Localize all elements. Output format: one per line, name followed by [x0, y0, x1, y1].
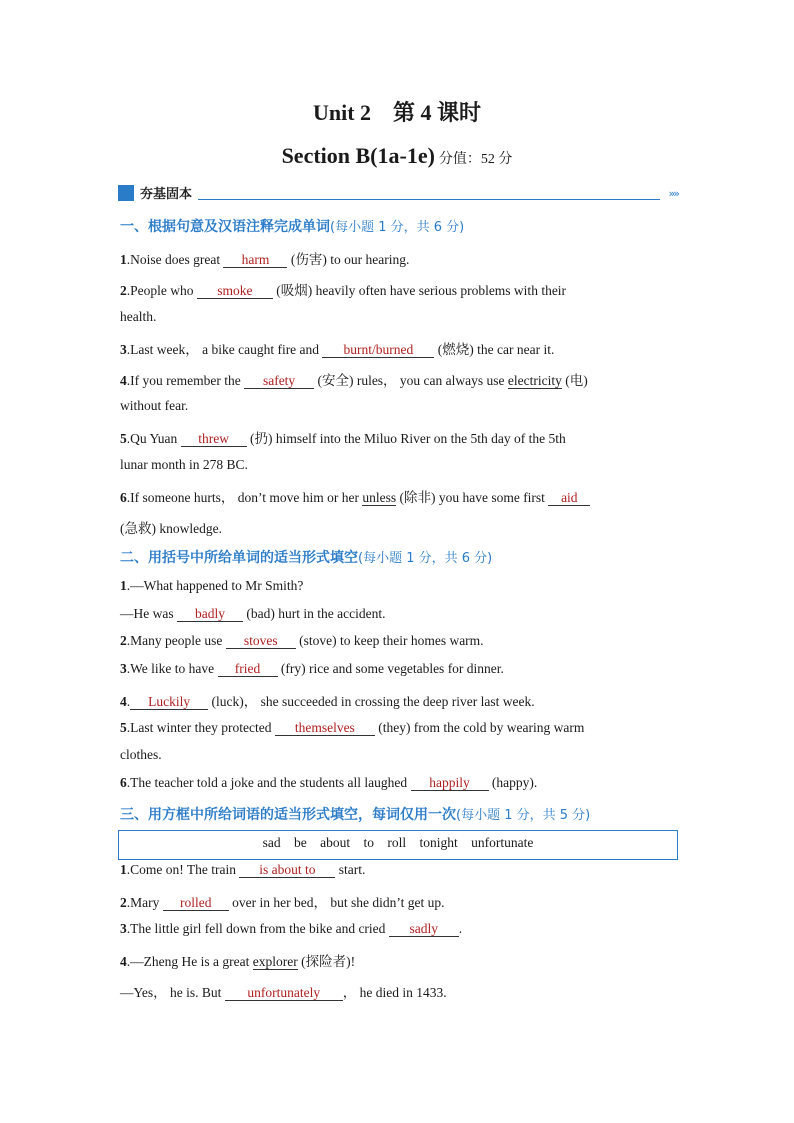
answer-blank: rolled [163, 895, 229, 911]
s3-question-2 [120, 891, 444, 911]
s1-question-1 [120, 248, 409, 268]
s3-question-1 [120, 862, 365, 878]
section-subtitle [0, 143, 794, 169]
question-text: .Many people use [126, 633, 226, 648]
underlined-word: electricity [507, 373, 562, 388]
question-text: (they) from the cold by wearing warm [374, 720, 585, 735]
answer-blank: unfortunately [225, 985, 343, 1001]
question-number: 3 [120, 921, 127, 936]
banner-label: 夯基固本 [140, 187, 193, 202]
question-text: —He was [120, 606, 177, 621]
question-text: (luck)， she succeeded in crossing the deep river last week. [208, 694, 535, 709]
question-number: 3 [120, 342, 127, 357]
question-text: .Come on! The train [126, 862, 240, 877]
answer-blank: Luckily [130, 694, 208, 710]
question-text: (fry) rice and some vegetables for dinner. [277, 661, 504, 676]
question-text: .—What happened to Mr Smith? [126, 578, 304, 593]
jigsaw-icon [118, 185, 134, 201]
s1-question-5-cont: lunar month in 278 BC. [120, 457, 248, 472]
question-text: . [126, 694, 131, 709]
s2-question-1-answer [120, 606, 385, 622]
question-text: .Mary [126, 895, 163, 910]
question-text: .People who [126, 283, 197, 298]
answer-blank: threw [181, 431, 247, 447]
s1-question-3 [120, 338, 554, 358]
question-text: (燃烧) the car near it. [434, 342, 555, 357]
s1-question-4 [120, 369, 588, 389]
s2-question-2 [120, 633, 484, 649]
question-text: (伤害) to our hearing. [287, 252, 410, 267]
s1-question-4-cont: without fear. [120, 398, 189, 413]
question-text: .The teacher told a joke and the students all laughed [126, 775, 411, 790]
question-text: ， he died in 1433. [342, 985, 447, 1000]
question-number: 4 [120, 373, 127, 388]
s2-question-6 [120, 775, 537, 791]
question-number: 2 [120, 633, 127, 648]
section1-note: (每小题 1 分，共 6 分) [330, 220, 465, 235]
s1-question-5 [120, 427, 566, 447]
question-number: 4 [120, 954, 127, 969]
question-text: (探险者)! [297, 954, 356, 969]
s1-question-2-cont: health. [120, 309, 157, 324]
question-number: 2 [120, 283, 127, 298]
score-label: 分值：52 分 [438, 152, 513, 167]
question-text: .Noise does great [126, 252, 224, 267]
section1-heading [120, 216, 464, 236]
answer-blank: fried [218, 661, 278, 677]
section2-title: 二、用括号中所给单词的适当形式填空 [120, 550, 358, 566]
question-number: 1 [120, 252, 127, 267]
s3-question-3 [120, 921, 462, 937]
question-number: 5 [120, 720, 127, 735]
question-number: 3 [120, 661, 127, 676]
question-text: (安全) rules， you can always use [314, 373, 508, 388]
question-text: .Last winter they protected [126, 720, 275, 735]
page-title: Unit 2 第 4 课时 [312, 100, 482, 125]
s2-question-1 [120, 578, 303, 594]
question-text: .We like to have [126, 661, 218, 676]
question-text: . [458, 921, 463, 936]
s1-question-6 [120, 486, 590, 506]
question-number: 6 [120, 775, 127, 790]
subtitle-text: Section B(1a-1e) [281, 143, 435, 168]
question-text: (bad) hurt in the accident. [243, 606, 386, 621]
question-number: 2 [120, 895, 127, 910]
question-text: start. [335, 862, 366, 877]
answer-blank: sadly [389, 921, 459, 937]
answer-blank: safety [244, 373, 314, 389]
section2-heading [120, 547, 492, 567]
question-text: (除非) you have some first [396, 490, 549, 505]
question-text: .Last week， a bike caught fire and [126, 342, 323, 357]
answer-blank: smoke [197, 283, 273, 299]
s3-question-4 [120, 950, 355, 970]
question-text: (电) [561, 373, 588, 388]
question-number: 1 [120, 862, 127, 877]
question-text: .The little girl fell down from the bike and cried [126, 921, 389, 936]
question-number: 6 [120, 490, 127, 505]
section3-title: 三、用方框中所给词语的适当形式填空，每词仅用一次 [120, 807, 456, 823]
section1-title: 一、根据句意及汉语注释完成单词 [120, 219, 330, 235]
question-number: 1 [120, 578, 127, 593]
question-number: 5 [120, 431, 127, 446]
question-text: (吸烟) heavily often have serious problems with their [272, 283, 567, 298]
question-text: .—Zheng He is a great [126, 954, 253, 969]
banner-divider [198, 199, 660, 200]
question-text: —Yes， he is. But [120, 985, 225, 1000]
underlined-word: explorer [252, 954, 298, 969]
s2-question-4 [120, 690, 535, 710]
s1-question-6-cont: (急救) knowledge. [120, 521, 222, 536]
s2-question-3 [120, 661, 504, 677]
answer-blank: burnt/burned [322, 342, 434, 358]
section2-note: (每小题 1 分，共 6 分) [358, 551, 493, 566]
s2-question-5 [120, 720, 584, 736]
word-box [118, 830, 678, 860]
answer-blank: badly [177, 606, 243, 622]
word-list: sad be about to roll tonight unfortunate [262, 835, 534, 850]
answer-blank: aid [548, 490, 590, 506]
section3-heading [120, 804, 590, 824]
question-text: .If you remember the [126, 373, 245, 388]
question-text: .Qu Yuan [126, 431, 181, 446]
answer-blank: stoves [226, 633, 296, 649]
answer-blank: harm [223, 252, 287, 268]
question-text: over in her bed， but she didn’t get up. [228, 895, 445, 910]
answer-blank: themselves [275, 720, 375, 736]
basics-banner [118, 183, 678, 203]
question-text: (happy). [488, 775, 538, 790]
section3-note: (每小题 1 分，共 5 分) [456, 808, 591, 823]
question-text: (扔) himself into the Miluo River on the 5th day of the 5th [246, 431, 566, 446]
s1-question-2 [120, 279, 566, 299]
answer-blank: happily [411, 775, 489, 791]
chevron-right-icon: »» [668, 187, 678, 200]
s2-question-5-cont: clothes. [120, 747, 162, 762]
s3-question-4-answer [120, 981, 447, 1001]
underlined-word: unless [362, 490, 397, 505]
question-number: 4 [120, 694, 127, 709]
question-text: (stove) to keep their homes warm. [295, 633, 484, 648]
question-text: .If someone hurts， don’t move him or her [126, 490, 363, 505]
answer-blank: is about to [239, 862, 335, 878]
